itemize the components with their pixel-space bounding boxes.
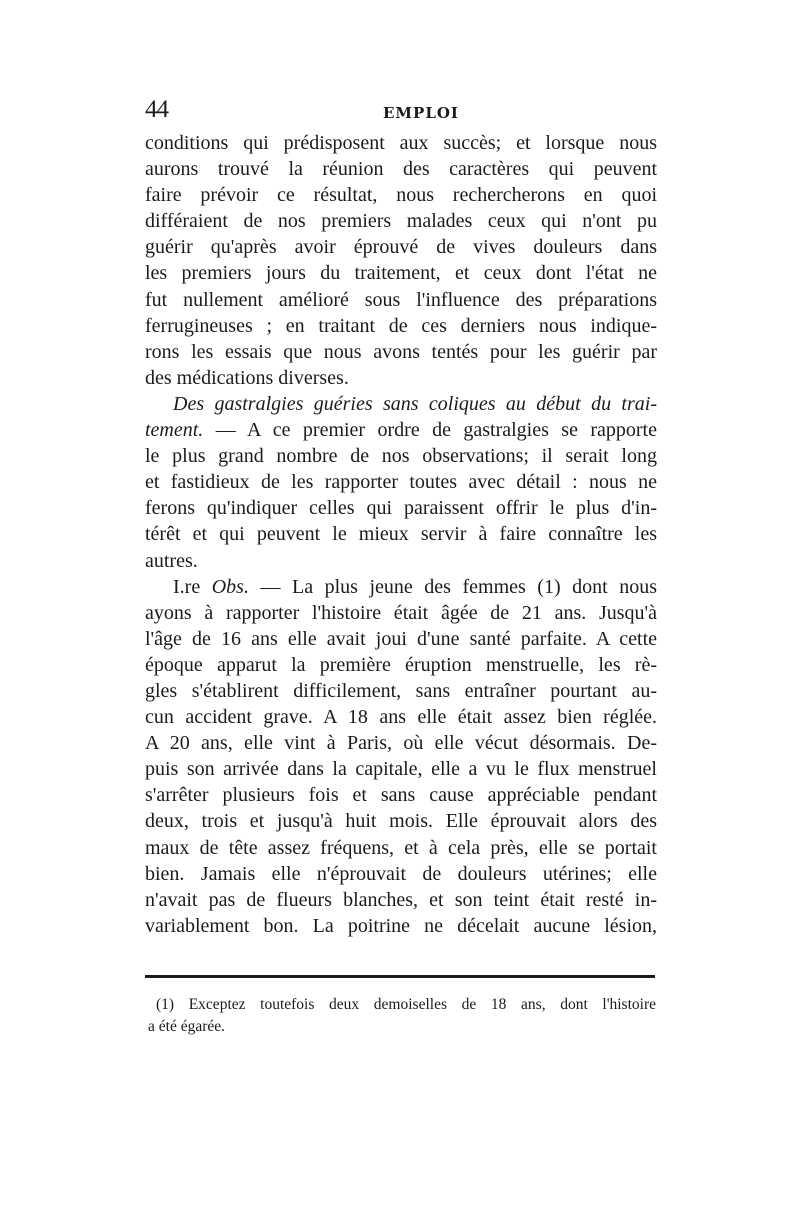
text-line: conditions qui prédisposent aux succès; et lorsque nous xyxy=(145,132,657,154)
body-text xyxy=(145,130,657,939)
footnote-line: a été égarée. xyxy=(148,1018,226,1035)
text-line: autres. xyxy=(145,549,198,572)
text-line: différaient de nos premiers malades ceux qui n'ont pu xyxy=(145,210,657,233)
observation-label: Obs. xyxy=(211,575,249,598)
text-fragment: — La plus jeune des femmes (1) dont nous xyxy=(248,575,657,598)
text-line: des médications diverses. xyxy=(145,366,349,389)
text-line: gles s'établirent difficilement, sans entraîner pourtant au- xyxy=(145,679,657,702)
text-line: deux, trois et jusqu'à huit mois. Elle éprouvait alors des xyxy=(145,810,657,833)
running-head: EMPLOI xyxy=(383,104,459,122)
page-number: 44 xyxy=(145,96,168,123)
text-line: et fastidieux de les rapporter toutes avec détail : nous ne xyxy=(145,471,657,494)
text-line: époque apparut la première éruption menstruelle, les rè- xyxy=(145,653,657,676)
page-header xyxy=(145,96,657,126)
text-line: rons les essais que nous avons tentés pour les guérir par xyxy=(145,340,657,363)
section-heading-end: tement. xyxy=(145,419,204,442)
observation-number: I.re xyxy=(173,575,212,598)
text-line: l'âge de 16 ans elle avait joui d'une santé parfaite. A cette xyxy=(145,627,657,650)
text-line: térêt et qui peuvent le mieux servir à faire connaître les xyxy=(145,523,657,546)
text-line: ayons à rapporter l'histoire était âgée de 21 ans. Jusqu'à xyxy=(145,601,657,624)
text-line: maux de tête assez fréquens, et à cela près, elle se portait xyxy=(145,836,657,859)
section-heading: Des gastralgies guéries sans coliques au début du trai- xyxy=(173,392,657,415)
text-line: variablement bon. La poitrine ne décelait aucune lésion, xyxy=(145,914,657,937)
text-line: ferons qu'indiquer celles qui paraissent offrir le plus d'in- xyxy=(145,497,657,520)
text-line: bien. Jamais elle n'éprouvait de douleurs utérines; elle xyxy=(145,862,657,885)
text-line: guérir qu'après avoir éprouvé de vives douleurs dans xyxy=(145,236,657,259)
text-line: le plus grand nombre de nos observations; il serait long xyxy=(145,445,657,468)
text-line: s'arrêter plusieurs fois et sans cause appréciable pendant xyxy=(145,784,657,807)
footnote-line: (1) Exceptez toutefois deux demoiselles de 18 ans, dont l'histoire xyxy=(156,996,656,1013)
text-line: cun accident grave. A 18 ans elle était assez bien réglée. xyxy=(145,706,657,729)
text-fragment: — A ce premier ordre de gastralgies se rapporte xyxy=(203,419,657,442)
footnote-rule xyxy=(145,975,655,978)
text-line xyxy=(145,574,657,600)
text-line: puis son arrivée dans la capitale, elle a vu le flux menstruel xyxy=(145,758,657,781)
text-line: fut nullement amélioré sous l'influence des préparations xyxy=(145,288,657,311)
text-line xyxy=(145,417,657,443)
text-line: aurons trouvé la réunion des caractères qui peuvent xyxy=(145,158,657,181)
text-line: faire prévoir ce résultat, nous rechercherons en quoi xyxy=(145,184,657,207)
text-line: n'avait pas de flueurs blanches, et son teint était resté in- xyxy=(145,888,657,911)
text-line: ferrugineuses ; en traitant de ces derniers nous indique- xyxy=(145,314,657,337)
text-line: A 20 ans, elle vint à Paris, où elle vécut désormais. De- xyxy=(145,732,657,755)
text-line: les premiers jours du traitement, et ceux dont l'état ne xyxy=(145,262,657,285)
footnote xyxy=(148,994,656,1038)
